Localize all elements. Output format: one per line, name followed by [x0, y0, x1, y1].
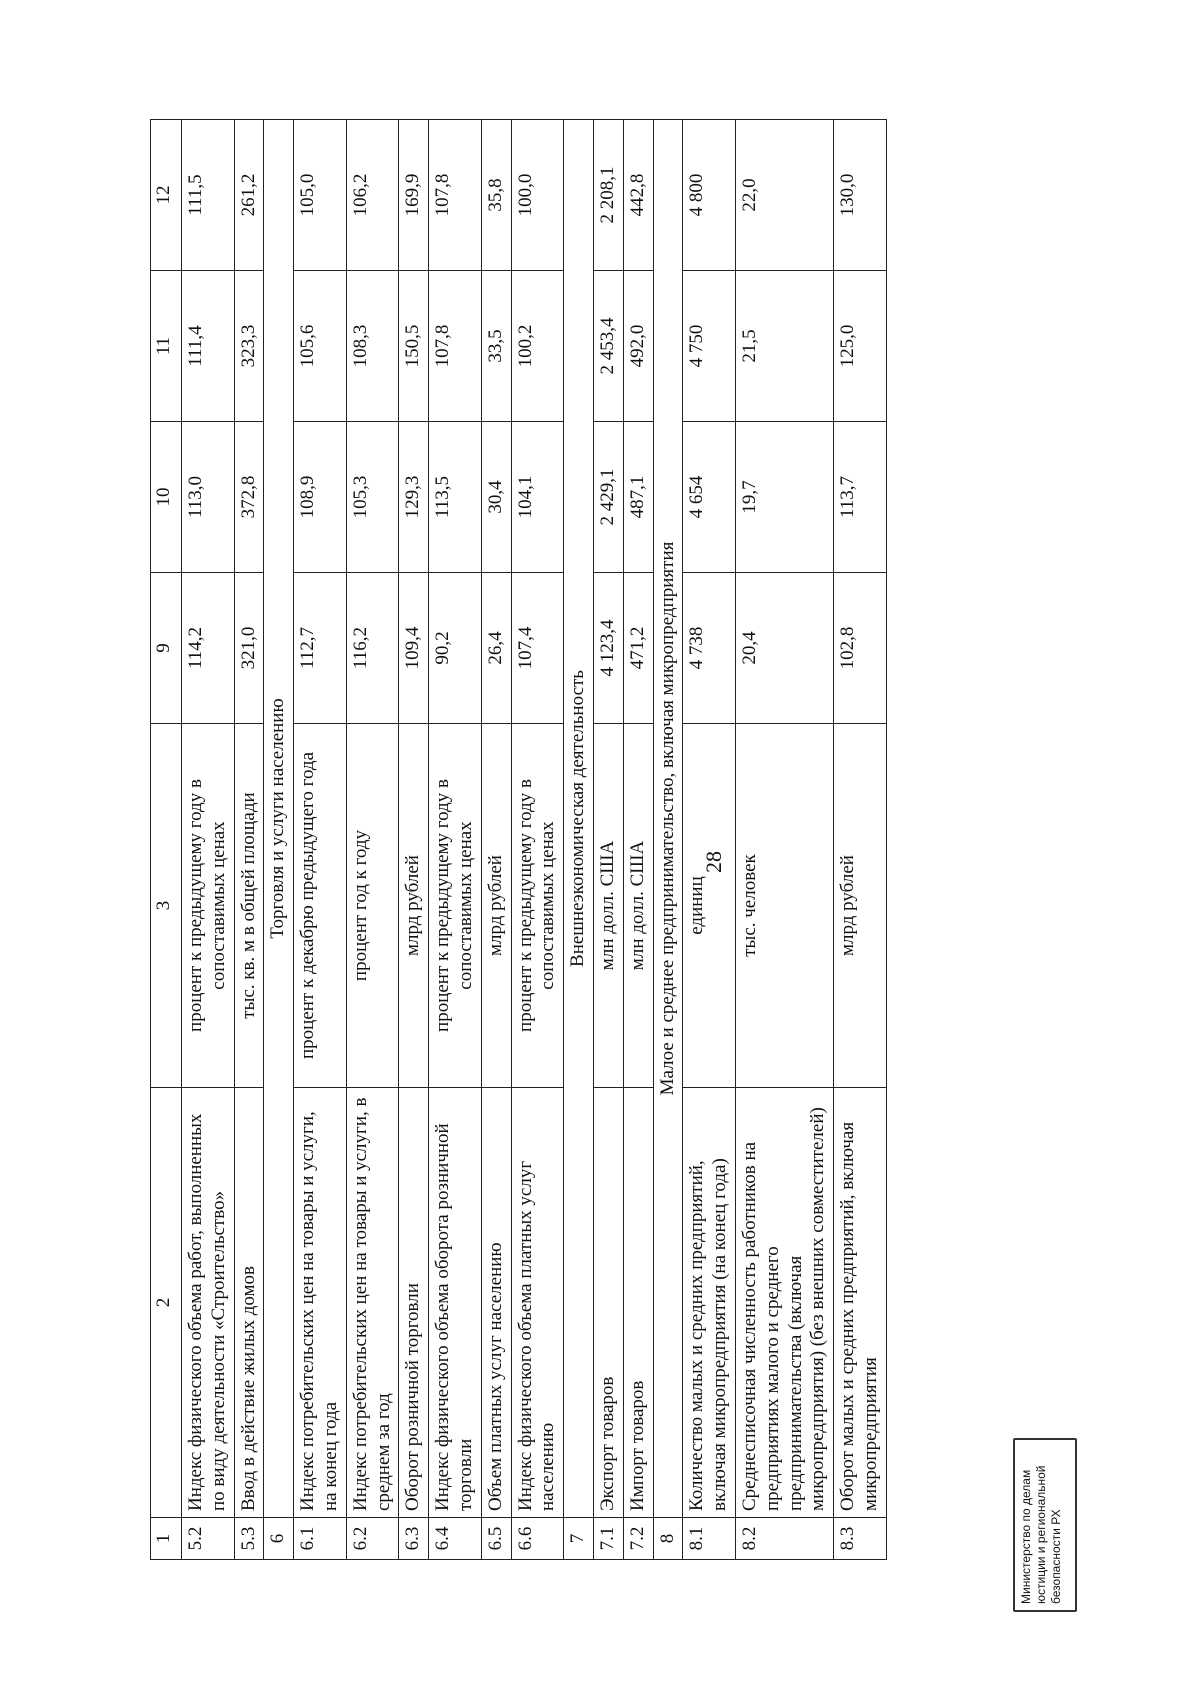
section-number: 7 [564, 1518, 594, 1560]
value-col-11: 125,0 [834, 271, 887, 422]
indicator-name: Объем платных услуг населению [481, 1088, 511, 1518]
row-number: 6.1 [294, 1518, 347, 1560]
row-number: 6.4 [429, 1518, 482, 1560]
row-number: 6.6 [511, 1518, 564, 1560]
value-col-11: 107,8 [429, 271, 482, 422]
table-row [511, 120, 564, 1560]
row-number: 7.1 [593, 1518, 623, 1560]
value-col-10: 108,9 [294, 422, 347, 573]
unit-of-measure: процент год к году [346, 724, 399, 1088]
table-row [294, 120, 347, 1560]
unit-of-measure: процент к предыдущему году в сопоставимых ценах [182, 724, 235, 1088]
column-header: 2 [151, 1088, 182, 1518]
value-col-9: 114,2 [182, 573, 235, 724]
value-col-10: 113,7 [834, 422, 887, 573]
value-col-12: 106,2 [346, 120, 399, 271]
indicator-name: Среднесписочная численность работников на предприятиях малого и среднего предпринимательства (включая микропредприятия) (без внешних совместителей) [735, 1088, 833, 1518]
column-header: 12 [151, 120, 182, 271]
value-col-9: 107,4 [511, 573, 564, 724]
stamp-line-3: безопасности РХ [1049, 1509, 1063, 1604]
value-col-10: 19,7 [735, 422, 833, 573]
unit-of-measure: процент к предыдущему году в сопоставимых ценах [511, 724, 564, 1088]
value-col-10: 113,0 [182, 422, 235, 573]
unit-of-measure: тыс. кв. м в общей площади [234, 724, 264, 1088]
section-title: Внешнеэкономическая деятельность [564, 120, 594, 1518]
section-number: 8 [653, 1518, 683, 1560]
table-row [735, 120, 833, 1560]
table-row [593, 120, 623, 1560]
unit-of-measure: млрд рублей [481, 724, 511, 1088]
stamp-line-1: Министерство по делам [1019, 1469, 1033, 1604]
value-col-11: 492,0 [623, 271, 653, 422]
column-header: 11 [151, 271, 182, 422]
page-number: 28 [701, 851, 726, 873]
indicator-name: Индекс физического объема оборота розничной торговли [429, 1088, 482, 1518]
value-col-10: 4 654 [683, 422, 736, 573]
indicator-name: Количество малых и средних предприятий, включая микропредприятия (на конец года) [683, 1088, 736, 1518]
value-col-12: 105,0 [294, 120, 347, 271]
value-col-11: 2 453,4 [593, 271, 623, 422]
table-row [429, 120, 482, 1560]
table-row [623, 120, 653, 1560]
value-col-10: 30,4 [481, 422, 511, 573]
section-row [264, 120, 294, 1560]
row-number: 6.5 [481, 1518, 511, 1560]
value-col-9: 112,7 [294, 573, 347, 724]
value-col-11: 4 750 [683, 271, 736, 422]
table-row [683, 120, 736, 1560]
value-col-11: 108,3 [346, 271, 399, 422]
value-col-12: 442,8 [623, 120, 653, 271]
column-header: 10 [151, 422, 182, 573]
row-number: 8.1 [683, 1518, 736, 1560]
value-col-9: 20,4 [735, 573, 833, 724]
value-col-12: 22,0 [735, 120, 833, 271]
value-col-10: 2 429,1 [593, 422, 623, 573]
unit-of-measure: млрд рублей [399, 724, 429, 1088]
indicator-name: Экспорт товаров [593, 1088, 623, 1518]
column-header: 3 [151, 724, 182, 1088]
value-col-12: 4 800 [683, 120, 736, 271]
section-row [564, 120, 594, 1560]
section-row [653, 120, 683, 1560]
registration-stamp [1013, 1438, 1077, 1612]
value-col-11: 33,5 [481, 271, 511, 422]
value-col-10: 372,8 [234, 422, 264, 573]
unit-of-measure: процент к декабрю предыдущего года [294, 724, 347, 1088]
value-col-9: 4 123,4 [593, 573, 623, 724]
row-number: 7.2 [623, 1518, 653, 1560]
value-col-9: 102,8 [834, 573, 887, 724]
row-number: 8.2 [735, 1518, 833, 1560]
value-col-11: 21,5 [735, 271, 833, 422]
indicator-name: Импорт товаров [623, 1088, 653, 1518]
column-header: 1 [151, 1518, 182, 1560]
value-col-10: 129,3 [399, 422, 429, 573]
indicator-name: Индекс потребительских цен на товары и услуги, в среднем за год [346, 1088, 399, 1518]
value-col-12: 2 208,1 [593, 120, 623, 271]
unit-of-measure: процент к предыдущему году в сопоставимых ценах [429, 724, 482, 1088]
value-col-11: 323,3 [234, 271, 264, 422]
section-title: Торговля и услуги населению [264, 120, 294, 1518]
unit-of-measure: единиц [683, 724, 736, 1088]
value-col-11: 105,6 [294, 271, 347, 422]
stamp-line-2: юстиции и региональной [1034, 1465, 1048, 1604]
value-col-12: 100,0 [511, 120, 564, 271]
value-col-10: 105,3 [346, 422, 399, 573]
value-col-9: 321,0 [234, 573, 264, 724]
value-col-9: 109,4 [399, 573, 429, 724]
unit-of-measure: млн долл. США [593, 724, 623, 1088]
indicator-name: Ввод в действие жилых домов [234, 1088, 264, 1518]
indicator-name: Индекс физического объема работ, выполненных по виду деятельности «Строительство» [182, 1088, 235, 1518]
value-col-9: 26,4 [481, 573, 511, 724]
value-col-12: 111,5 [182, 120, 235, 271]
row-number: 8.3 [834, 1518, 887, 1560]
value-col-10: 113,5 [429, 422, 482, 573]
value-col-12: 261,2 [234, 120, 264, 271]
value-col-9: 471,2 [623, 573, 653, 724]
unit-of-measure: тыс. человек [735, 724, 833, 1088]
value-col-11: 111,4 [182, 271, 235, 422]
section-number: 6 [264, 1518, 294, 1560]
indicator-name: Индекс физического объема платных услуг населению [511, 1088, 564, 1518]
indicators-table [150, 119, 887, 1560]
table-row [182, 120, 235, 1560]
value-col-10: 487,1 [623, 422, 653, 573]
row-number: 5.3 [234, 1518, 264, 1560]
value-col-11: 150,5 [399, 271, 429, 422]
row-number: 6.2 [346, 1518, 399, 1560]
value-col-12: 169,9 [399, 120, 429, 271]
table-row [346, 120, 399, 1560]
section-title: Малое и среднее предпринимательство, включая микропредприятия [653, 120, 683, 1518]
table-row [234, 120, 264, 1560]
value-col-12: 35,8 [481, 120, 511, 271]
unit-of-measure: млрд рублей [834, 724, 887, 1088]
value-col-12: 107,8 [429, 120, 482, 271]
value-col-11: 100,2 [511, 271, 564, 422]
table-header-row [151, 120, 182, 1560]
value-col-9: 116,2 [346, 573, 399, 724]
value-col-10: 104,1 [511, 422, 564, 573]
row-number: 5.2 [182, 1518, 235, 1560]
indicator-name: Оборот малых и средних предприятий, включая микропредприятия [834, 1088, 887, 1518]
table-row [399, 120, 429, 1560]
column-header: 9 [151, 573, 182, 724]
value-col-9: 90,2 [429, 573, 482, 724]
value-col-9: 4 738 [683, 573, 736, 724]
unit-of-measure: млн долл. США [623, 724, 653, 1088]
table-row [834, 120, 887, 1560]
value-col-12: 130,0 [834, 120, 887, 271]
row-number: 6.3 [399, 1518, 429, 1560]
indicator-name: Индекс потребительских цен на товары и услуги, на конец года [294, 1088, 347, 1518]
indicator-name: Оборот розничной торговли [399, 1088, 429, 1518]
table-row [481, 120, 511, 1560]
